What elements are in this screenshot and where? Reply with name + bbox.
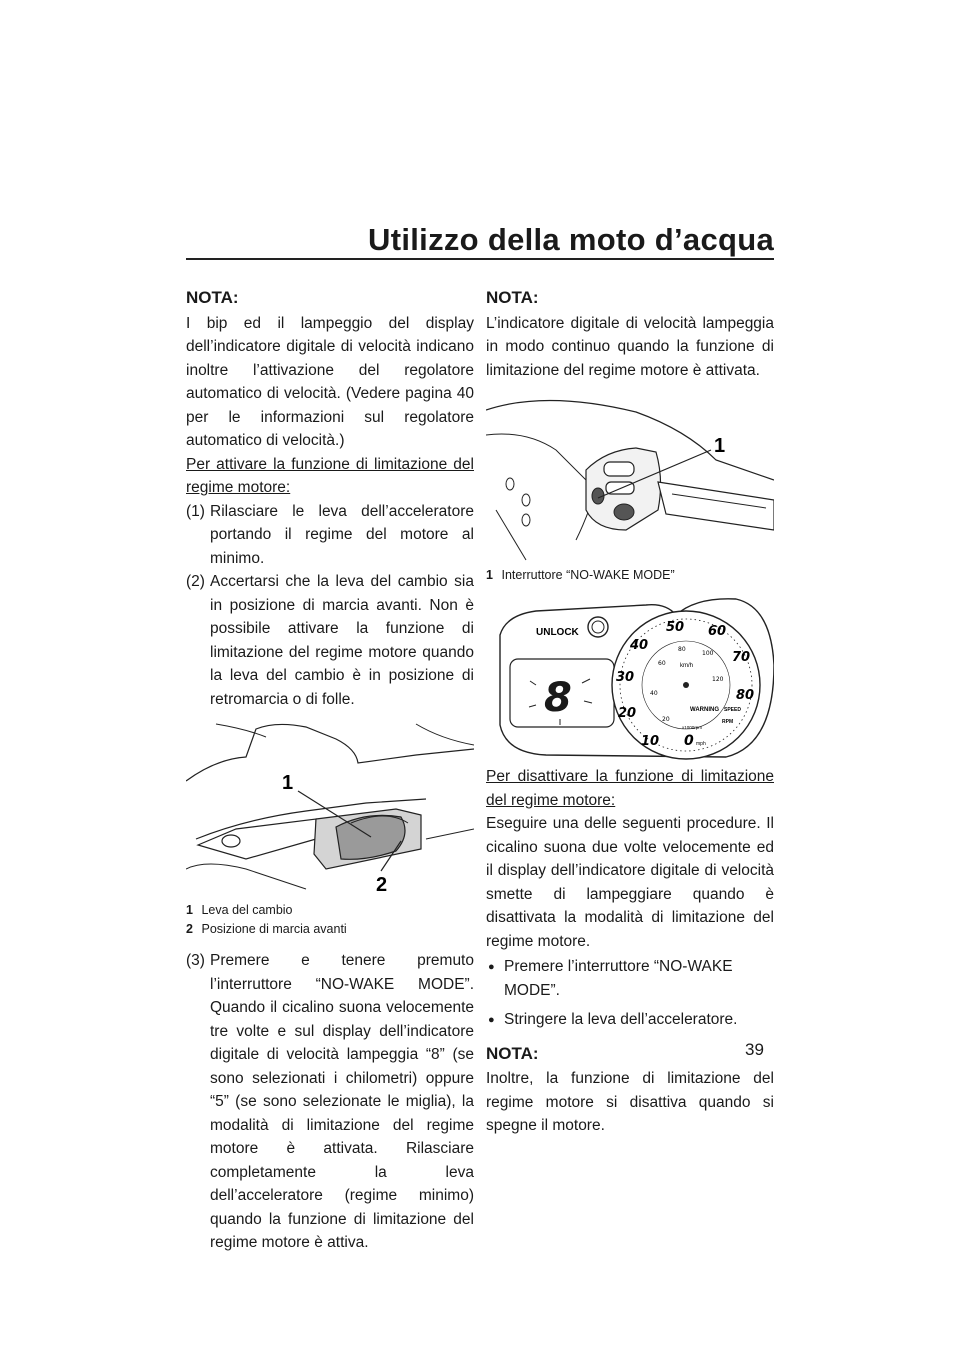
title-rule xyxy=(186,258,774,260)
inner-tick: 120 xyxy=(712,676,724,683)
figure-caption xyxy=(486,566,774,585)
outer-tick: 80 xyxy=(736,688,755,703)
step-item xyxy=(186,570,474,711)
warning-label: WARNING xyxy=(690,707,719,713)
step-number: (2) xyxy=(186,573,205,590)
speed-label: SPEED xyxy=(724,707,741,713)
outer-tick: 50 xyxy=(666,620,685,635)
callout-2: 2 xyxy=(376,874,388,896)
nota-label: NOTA: xyxy=(486,288,539,307)
callout-1: 1 xyxy=(714,435,726,457)
rpm-scale: x1000rpm xyxy=(682,725,703,730)
shift-lever-figure xyxy=(186,719,474,897)
nota-label: NOTA: xyxy=(486,1043,539,1063)
callout-1: 1 xyxy=(282,772,294,794)
step-number: (3) xyxy=(186,952,205,969)
activate-steps xyxy=(186,500,474,712)
kmh-label: km/h xyxy=(680,663,694,669)
step-text: Rilasciare le leva dell’acceleratore portando il regime del motore al minimo. xyxy=(210,502,474,567)
caption-line: 1 Leva del cambio xyxy=(186,903,293,917)
deactivate-text: Eseguire una delle seguenti procedure. Il cicalino suona due volte velocemente ed il display dell’indicatore digitale di velocità smette di lampeggiare quando è disattivata la modalità di limitazione del regime motore. xyxy=(486,815,774,950)
inner-tick: 40 xyxy=(650,690,658,697)
nota-label: NOTA: xyxy=(186,288,239,307)
activate-heading: Per attivare la funzione di limitazione del regime motore: xyxy=(186,455,474,496)
rpm-label: RPM xyxy=(722,719,734,725)
digital-speed-digit: 8 xyxy=(544,675,572,721)
inner-tick: 100 xyxy=(702,650,714,657)
outer-tick: 60 xyxy=(708,624,727,639)
outer-tick: 30 xyxy=(616,670,635,685)
right-column xyxy=(486,276,774,1138)
page-title: Utilizzo della moto d’acqua xyxy=(368,222,774,257)
outer-tick: 70 xyxy=(732,650,751,665)
figure-caption xyxy=(186,901,474,939)
step-number: (1) xyxy=(186,502,205,520)
caption-line: 2 Posizione di marcia avanti xyxy=(186,922,347,936)
speedometer-figure xyxy=(486,595,774,761)
inner-tick: 60 xyxy=(658,660,666,667)
step-text: Accertarsi che la leva del cambio sia in posizione di marcia avanti. Non è possibile attivare la funzione di limitazione del regime motore quando la leva del cambio è in posizione di retromarcia o di folle. xyxy=(210,573,474,708)
inner-tick: 20 xyxy=(662,716,670,723)
list-item: ● Premere l’interruttore “NO-WAKE MODE”. xyxy=(486,955,774,1002)
caption-line: 1 Interruttore “NO-WAKE MODE” xyxy=(486,568,675,582)
outer-tick: 20 xyxy=(618,706,637,721)
mph-zero: 0 xyxy=(684,733,694,749)
deactivate-heading: Per disattivare la funzione di limitazione del regime motore: xyxy=(486,768,774,809)
step-text: Premere e tenere premuto l’interruttore “NO-WAKE MODE”. Quando il cicalino suona velocemente tre volte e sul display dell’indicatore digitale di velocità lampeggia “8” (se sono selezionati i chilometri) oppure “5” (se sono selezionate le miglia), la modalità di limitazione del regime motore è attivata. Rilasciare completamente la leva dell’acceleratore (regime minimo) quando la funzione di limitazione del regime motore è attiva. xyxy=(210,952,474,1251)
step-item xyxy=(186,500,474,571)
step-item xyxy=(186,949,474,1255)
unlock-label: UNLOCK xyxy=(536,627,579,638)
nota-text: Inoltre, la funzione di limitazione del regime motore si disattiva quando si spegne il motore. xyxy=(486,1070,774,1134)
outer-tick: 40 xyxy=(630,638,649,653)
inner-tick: 80 xyxy=(678,646,686,653)
outer-tick: 10 xyxy=(641,734,660,749)
nota-text: L’indicatore digitale di velocità lampeggia in modo continuo quando la funzione di limitazione del regime motore è attivata. xyxy=(486,314,774,379)
nota-text: I bip ed il lampeggio del display dell’indicatore digitale di velocità indicano inoltre l’attivazione del regolatore automatico di velocità. (Vedere pagina 40 per le informazioni sul regolatore automatico di velocità.) xyxy=(186,314,474,449)
mph-label: mph xyxy=(696,741,706,747)
list-item: ● Stringere la leva dell’acceleratore. xyxy=(486,1008,774,1032)
no-wake-switch-figure xyxy=(486,390,774,562)
activate-step-3 xyxy=(186,949,474,1255)
left-column xyxy=(186,276,474,1255)
deactivate-bullets xyxy=(486,955,774,1032)
page-number: 39 xyxy=(745,1040,764,1059)
